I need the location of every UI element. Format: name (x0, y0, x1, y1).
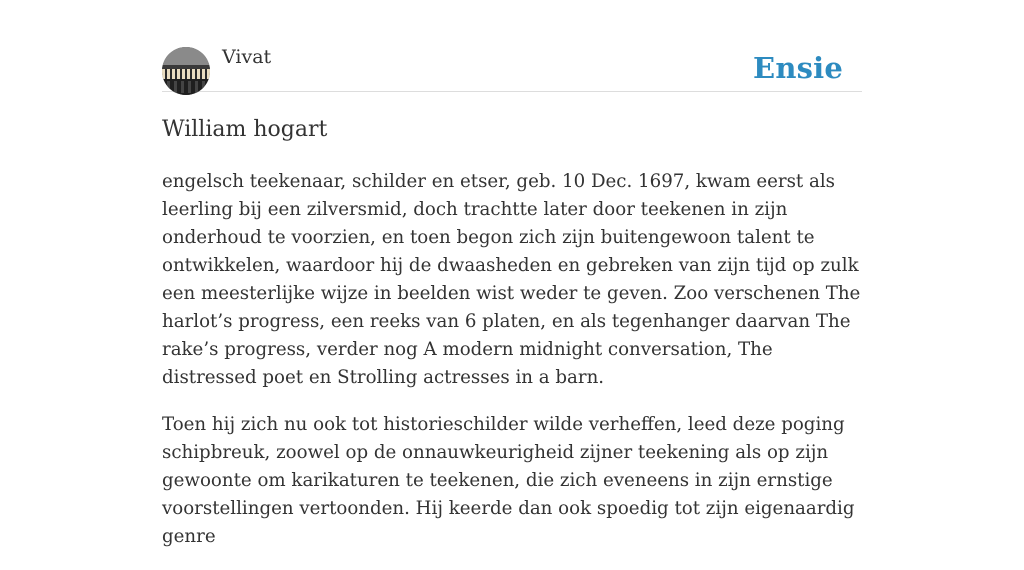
brand-logo[interactable]: Ensie (753, 51, 843, 85)
article-title: William hogart (162, 117, 328, 142)
avatar-image-icon (162, 47, 210, 95)
author-name[interactable]: Vivat (222, 46, 272, 68)
article-body (162, 168, 862, 570)
avatar[interactable] (162, 47, 210, 95)
page-container (162, 0, 862, 547)
paragraph: engelsch teekenaar, schilder en etser, geb. 10 Dec. 1697, kwam eerst als leerling bij een zilversmid, doch trachtte later door teekenen in zijn onderhoud te voorzien, en toen begon zich zijn buitengewoon talent te ontwikkelen, waardoor hij de dwaasheden en gebreken van zijn tijd op zulk een meesterlijke wijze in beelden wist weder te geven. Zoo verschenen The harlot’s progress, een reeks van 6 platen, en als tegenhanger daarvan The rake’s progress, verder nog A modern midnight conversation, The distressed poet en Strolling actresses in a barn. (162, 171, 861, 388)
header (162, 0, 862, 92)
paragraph: Toen hij zich nu ook tot historieschilder wilde verheffen, leed deze poging schipbreuk, zoowel op de onnauwkeurigheid zijner teekening als op zijn gewoonte om karikaturen te teekenen, die zich eveneens in zijn ernstige voorstellingen vertoonden. Hij keerde dan ook spoedig tot zijn eigenaardig genre (162, 414, 855, 547)
